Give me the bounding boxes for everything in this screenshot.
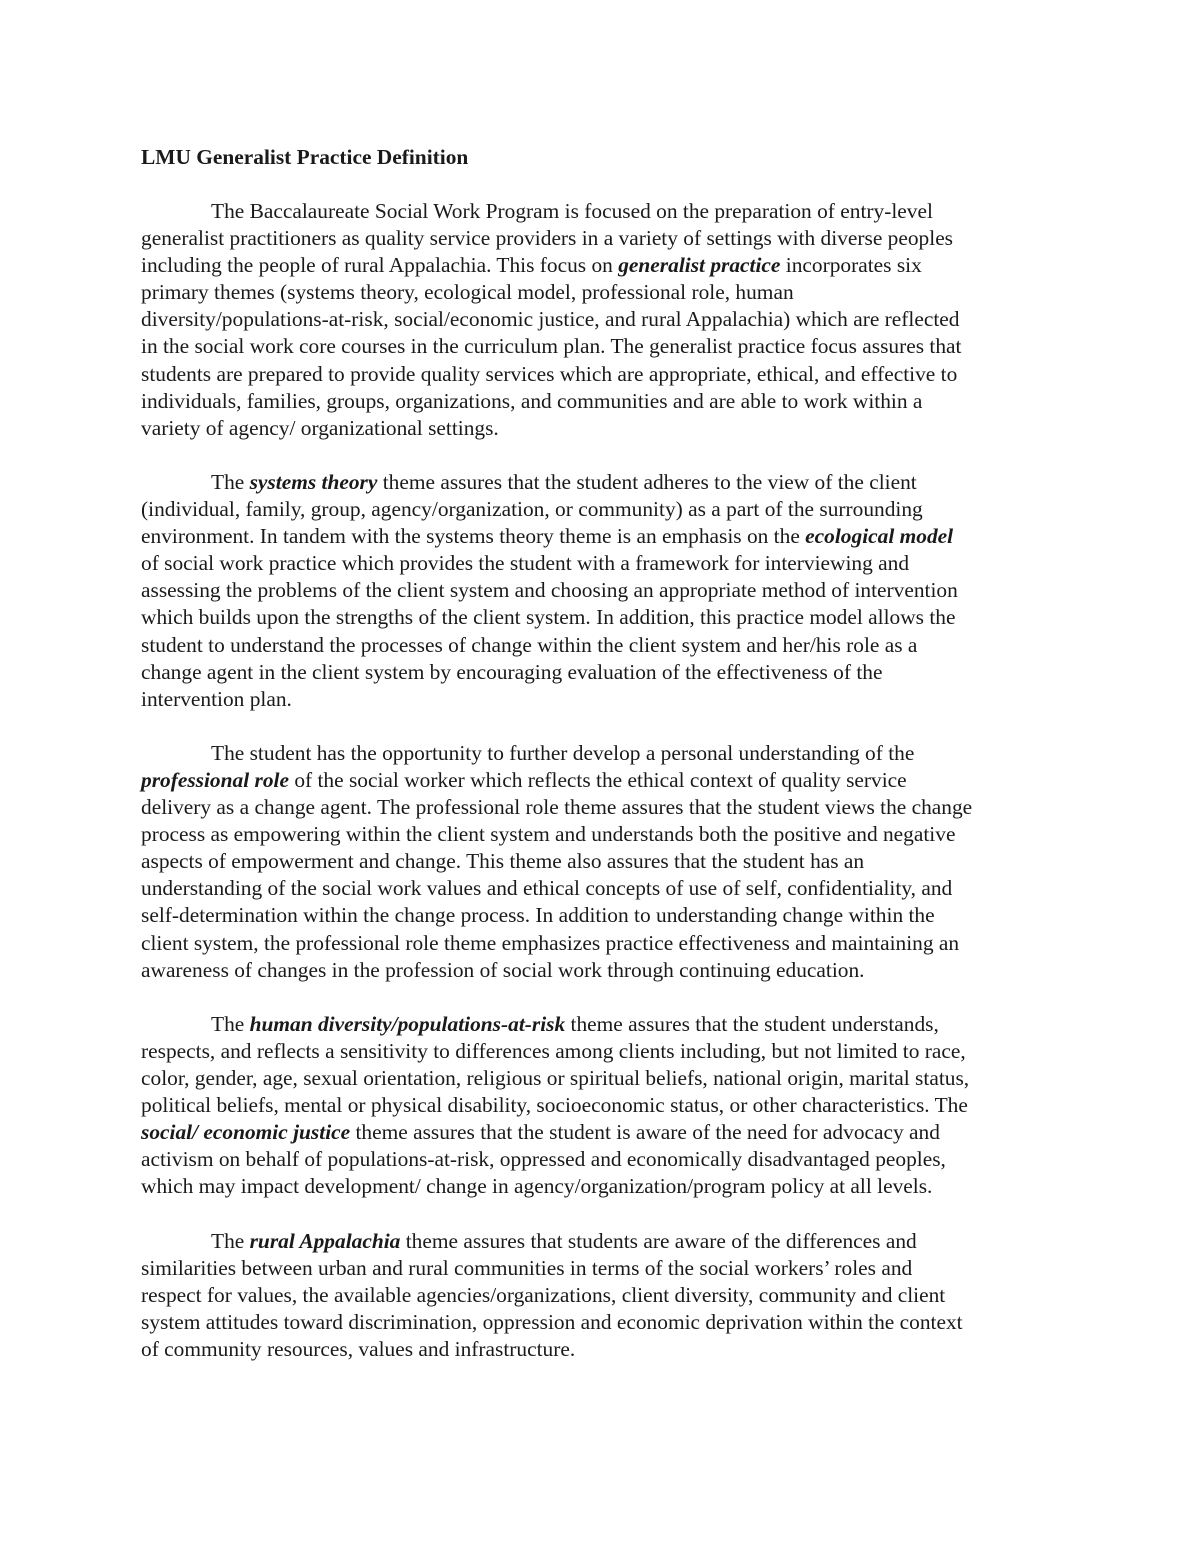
paragraph	[141, 469, 1066, 713]
text-line	[71, 1336, 1066, 1363]
text-run: respect for values, the available agencies/organizations, client diversity, community and client	[141, 1282, 946, 1307]
text-run: activism on behalf of populations-at-risk, oppressed and economically disadvantaged peoples,	[141, 1147, 946, 1172]
text-run: The Baccalaureate Social Work Program is focused on the preparation of entry-level	[211, 199, 933, 223]
text-run: awareness of changes in the profession of social work through continuing education.	[141, 957, 865, 982]
text-run: theme assures that the student adheres to the view of the client	[377, 469, 917, 494]
text-run: theme assures that the student is aware of the need for advocacy and	[350, 1120, 940, 1145]
text-run: student to understand the processes of change within the client system and her/his role as a	[141, 632, 918, 657]
text-run: in the social work core courses in the curriculum plan. The generalist practice focus assures that	[141, 334, 962, 359]
text-run: students are prepared to provide quality services which are appropriate, ethical, and effective to	[141, 361, 958, 386]
text-line	[71, 767, 1066, 794]
text-line	[71, 1146, 1066, 1173]
text-line	[71, 1309, 1066, 1336]
document-body	[141, 144, 1066, 1390]
text-run: The student has the opportunity to further develop a personal understanding of the	[211, 740, 915, 765]
text-line	[71, 225, 1066, 252]
document-title: LMU Generalist Practice Definition	[141, 145, 469, 169]
text-line	[71, 930, 1066, 957]
text-run: environment. In tandem with the systems theory theme is an emphasis on the	[141, 524, 806, 549]
text-line	[71, 523, 1066, 550]
text-run: theme assures that students are aware of the differences and	[400, 1228, 917, 1253]
paragraph-container	[141, 198, 1066, 1363]
text-line	[71, 659, 1066, 686]
text-run: of community resources, values and infrastructure.	[141, 1336, 576, 1361]
text-line	[71, 496, 1066, 523]
text-run: primary themes (systems theory, ecological model, professional role, human	[141, 280, 794, 305]
emphasized-term: rural Appalachia	[249, 1228, 401, 1253]
text-line	[71, 252, 1066, 279]
emphasized-term: generalist practice	[618, 253, 781, 278]
text-line	[141, 1228, 1066, 1255]
emphasized-term: social/ economic justice	[141, 1120, 351, 1145]
text-run: self-determination within the change process. In addition to understanding change within the	[141, 903, 935, 928]
text-line	[141, 469, 1066, 496]
text-run: of social work practice which provides the student with a framework for interviewing and	[141, 551, 910, 576]
text-line	[71, 848, 1066, 875]
text-line	[71, 361, 1066, 388]
text-run: assessing the problems of the client system and choosing an appropriate method of intervention	[141, 578, 958, 603]
text-run: process as empowering within the client system and understands both the positive and negative	[141, 822, 956, 847]
text-line	[71, 1173, 1066, 1200]
text-line	[71, 577, 1066, 604]
text-run: political beliefs, mental or physical disability, socioeconomic status, or other characteristics. The	[141, 1093, 968, 1118]
text-line	[141, 198, 1066, 225]
text-run: color, gender, age, sexual orientation, religious or spiritual beliefs, national origin, marital status,	[141, 1066, 970, 1090]
text-run: change agent in the client system by encouraging evaluation of the effectiveness of the	[141, 659, 883, 684]
emphasized-term: ecological model	[805, 524, 954, 549]
text-run: The	[211, 469, 250, 494]
text-run: which may impact development/ change in agency/organization/program policy at all levels.	[141, 1174, 933, 1199]
text-line	[71, 550, 1066, 577]
text-run: incorporates six	[780, 253, 922, 278]
text-run: which builds upon the strengths of the client system. In addition, this practice model allows the	[141, 605, 956, 630]
text-line	[71, 1065, 1066, 1092]
text-run: respects, and reflects a sensitivity to differences among clients including, but not limited to race,	[141, 1038, 966, 1063]
text-run: The	[211, 1011, 250, 1036]
text-line	[71, 686, 1066, 713]
text-run: system attitudes toward discrimination, oppression and economic deprivation within the context	[141, 1309, 963, 1334]
text-line	[71, 604, 1066, 631]
paragraph	[141, 740, 1066, 984]
paragraph	[141, 1011, 1066, 1201]
text-line	[71, 632, 1066, 659]
text-run: (individual, family, group, agency/organization, or community) as a part of the surrounding	[141, 497, 923, 522]
text-line	[71, 333, 1066, 360]
text-run: intervention plan.	[141, 686, 292, 711]
emphasized-term: systems theory	[249, 469, 378, 494]
text-line	[71, 821, 1066, 848]
text-line	[71, 415, 1066, 442]
text-line	[71, 1038, 1066, 1065]
text-line	[71, 875, 1066, 902]
text-run: delivery as a change agent. The professional role theme assures that the student views the change	[141, 795, 973, 820]
text-run: generalist practitioners as quality service providers in a variety of settings with diverse peoples	[141, 226, 954, 251]
emphasized-term: human diversity/populations-at-risk	[249, 1011, 566, 1036]
text-run: similarities between urban and rural communities in terms of the social workers’ roles and	[141, 1255, 913, 1280]
text-run: theme assures that the student understands,	[565, 1011, 939, 1036]
text-line	[71, 1092, 1066, 1119]
text-line	[71, 1119, 1066, 1146]
text-line	[71, 279, 1066, 306]
paragraph	[141, 198, 1066, 442]
text-run: client system, the professional role theme emphasizes practice effectiveness and maintaining an	[141, 930, 960, 955]
text-line	[141, 740, 1066, 767]
text-line	[71, 1255, 1066, 1282]
text-run: aspects of empowerment and change. This theme also assures that the student has an	[141, 849, 865, 874]
text-line	[71, 388, 1066, 415]
text-run: diversity/populations-at-risk, social/economic justice, and rural Appalachia) which are reflected	[141, 307, 960, 332]
text-line	[141, 1011, 1066, 1038]
text-line	[71, 794, 1066, 821]
text-run: The	[211, 1228, 250, 1253]
text-line	[71, 957, 1066, 984]
text-line	[71, 902, 1066, 929]
text-run: of the social worker which reflects the ethical context of quality service	[288, 767, 907, 792]
text-line	[71, 1282, 1066, 1309]
paragraph	[141, 1228, 1066, 1363]
text-run: understanding of the social work values and ethical concepts of use of self, confidentiality, and	[141, 876, 953, 901]
emphasized-term: professional role	[141, 767, 289, 792]
text-run: including the people of rural Appalachia. This focus on	[141, 253, 619, 278]
text-run: variety of agency/ organizational settings.	[141, 415, 499, 440]
text-line	[71, 306, 1066, 333]
text-run: individuals, families, groups, organizations, and communities and are able to work within a	[141, 388, 923, 413]
